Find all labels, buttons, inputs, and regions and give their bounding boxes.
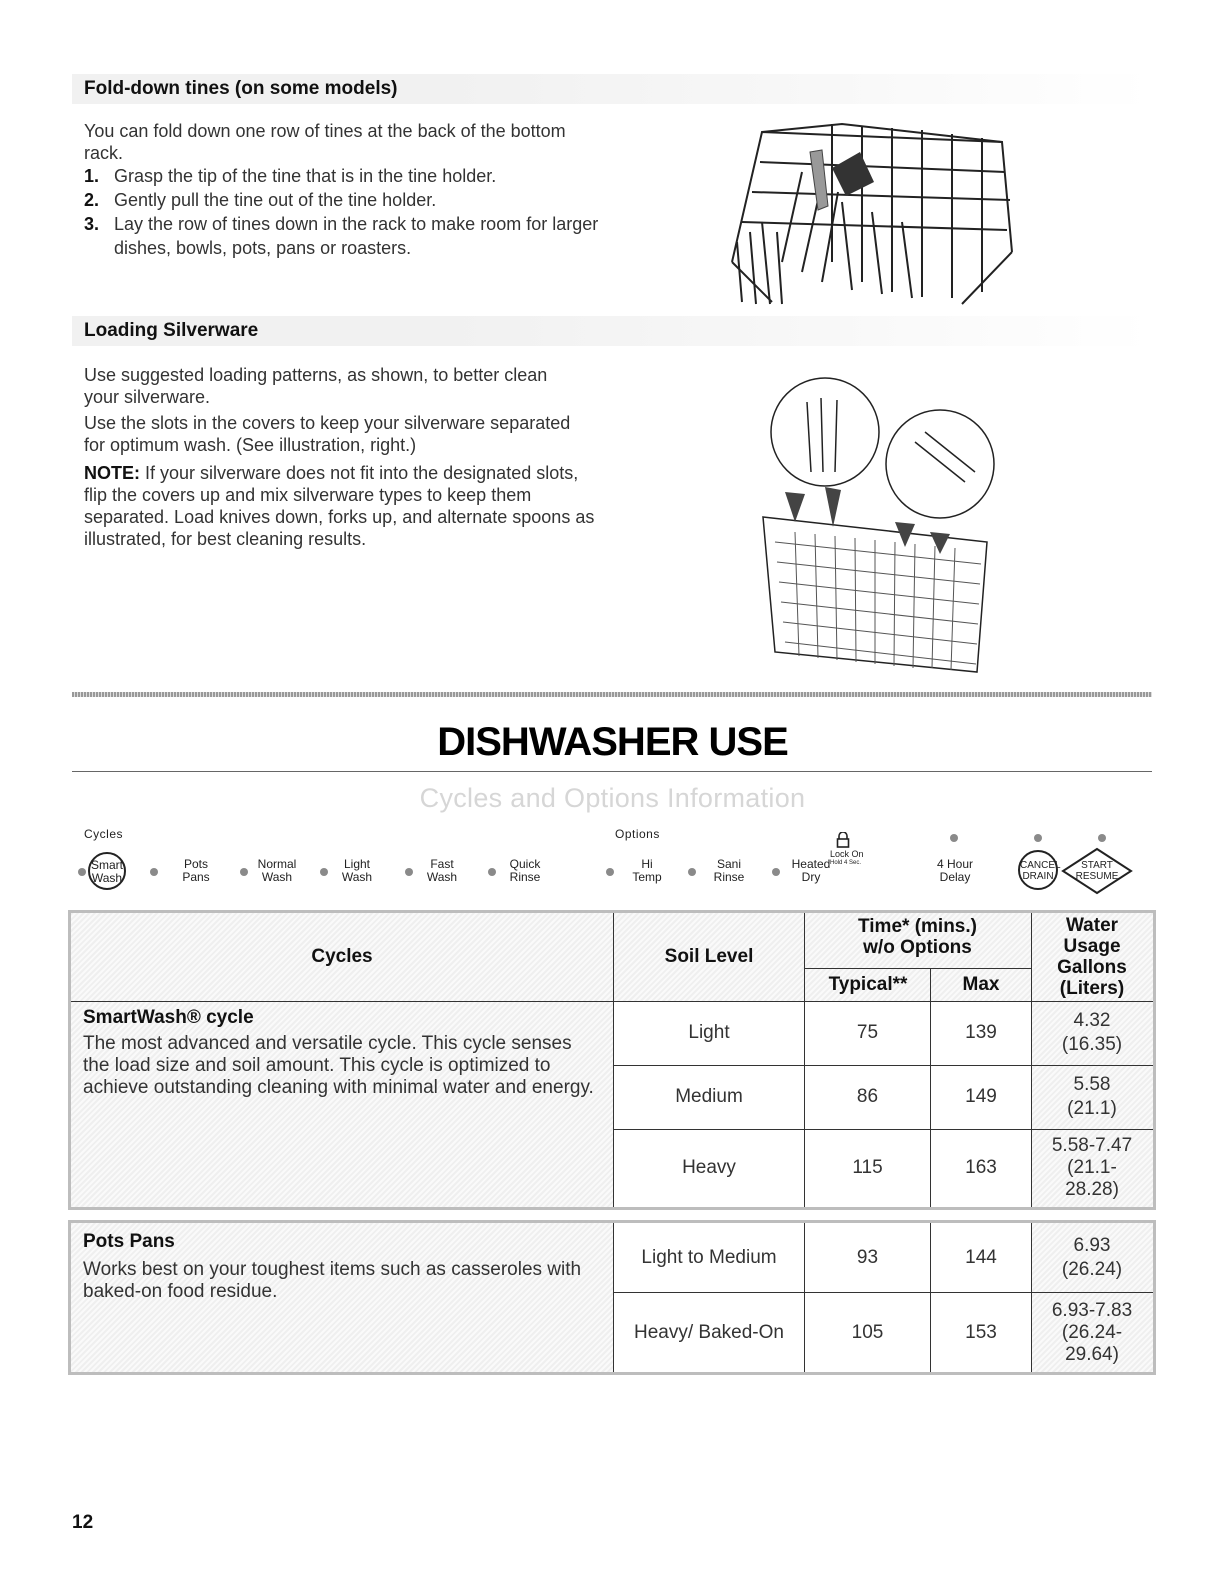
header-max: Max [962, 974, 1000, 995]
max-cell: 144 [965, 1246, 997, 1268]
water-gallons: 5.58 [1073, 1074, 1111, 1095]
typical-cell: 115 [852, 1157, 883, 1178]
button-label-2: Wash [426, 870, 458, 884]
soil-level-cell: Light [688, 1022, 730, 1043]
cycles-label: Cycles [84, 827, 124, 841]
header-time-line-1: Time* (mins.) [858, 916, 977, 937]
button-label-1: Pots [183, 857, 208, 871]
button-label-2: Temp [632, 870, 662, 884]
water-cell [1031, 1001, 1153, 1065]
silverware-heading-bar [72, 316, 1152, 346]
indicator-light [606, 868, 614, 876]
water-gallons: 4.32 [1073, 1010, 1111, 1031]
typical-cell: 105 [851, 1321, 884, 1343]
options-label: Options [615, 827, 660, 841]
max-cell: 163 [965, 1157, 997, 1178]
fast-wash-button[interactable] [409, 858, 475, 884]
header-water-line-4: (Liters) [1059, 978, 1125, 999]
step-text: Lay the row of tines down in the rack to make room for larger dishes, bowls, pots, pans or roasters. [114, 214, 599, 258]
water-liters-cont: 28.28) [1065, 1179, 1119, 1200]
hi-temp-button[interactable] [614, 858, 680, 884]
water-liters: (21.1- [1067, 1157, 1117, 1178]
button-label-2: Dry [801, 870, 821, 884]
indicator-light [1034, 834, 1042, 842]
header-water-line-2: Usage [1063, 936, 1121, 957]
max-cell: 153 [965, 1321, 997, 1343]
silverware-basket-illustration [755, 372, 1005, 682]
page-number: 12 [72, 1512, 94, 1533]
water-cell [1031, 1293, 1153, 1372]
water-liters-cont: 29.64) [1065, 1343, 1119, 1365]
silverware-note [84, 462, 604, 550]
fold-down-steps [84, 164, 624, 260]
pots-pans-button[interactable] [163, 858, 229, 884]
button-label-1: Heated [791, 857, 831, 871]
soil-level-cell: Light to Medium [641, 1246, 777, 1268]
typical-cell: 75 [856, 1022, 879, 1043]
cancel-drain-button[interactable] [1018, 850, 1061, 890]
step-number: 3. [84, 214, 100, 234]
header-cycles: Cycles [311, 946, 373, 967]
quick-rinse-button[interactable] [492, 858, 558, 884]
header-time-group [805, 915, 1030, 959]
silverware-paragraph-1: Use suggested loading patterns, as shown, to better clean your silverware. [84, 365, 548, 407]
smart-wash-label-1: Smart [90, 858, 123, 872]
button-label-1: Fast [430, 857, 454, 871]
typical-cell: 86 [856, 1086, 879, 1107]
delay-button[interactable] [922, 858, 988, 884]
cycle-title: SmartWash® cycle [83, 1007, 254, 1028]
step-text: Grasp the tip of the tine that is in the tine holder. [114, 166, 497, 186]
header-water-usage [1031, 913, 1153, 1001]
list-item [84, 212, 624, 260]
button-label-2: Pans [182, 870, 210, 884]
header-time-line-2: w/o Options [863, 937, 972, 958]
water-liters: (26.24- [1061, 1321, 1123, 1343]
button-label-2: Wash [341, 870, 373, 884]
normal-wash-button[interactable] [244, 858, 310, 884]
rack-tines-illustration [722, 112, 1022, 308]
indicator-light [78, 868, 86, 876]
cycle-description: Works best on your toughest items such as casseroles with baked-on food residue. [83, 1259, 582, 1302]
water-cell [1031, 1065, 1153, 1129]
soil-level-cell: Medium [675, 1086, 743, 1107]
button-label-1: 4 Hour [936, 857, 974, 871]
header-water-line-1: Water [1065, 915, 1119, 936]
lock-on-label: Lock On [830, 849, 864, 859]
step-number: 2. [84, 190, 100, 210]
button-label-1: START [1081, 860, 1113, 871]
max-cell: 139 [965, 1022, 997, 1043]
light-wash-button[interactable] [324, 858, 390, 884]
button-label-2: Rinse [713, 870, 745, 884]
button-label-1: Light [343, 857, 371, 871]
lock-icon [836, 832, 850, 848]
indicator-light [150, 868, 158, 876]
button-label-2: Rinse [509, 870, 541, 884]
header-water-line-3: Gallons [1057, 957, 1127, 978]
silverware-paragraph-2: Use the slots in the covers to keep your silverware separated for optimum wash. (See illustration, right.) [84, 413, 571, 455]
cycles-table-pots-pans [68, 1220, 1156, 1375]
title-rule [72, 771, 1152, 772]
section-divider [72, 692, 1152, 697]
water-cell [1031, 1129, 1153, 1207]
cycle-description: The most advanced and versatile cycle. This cycle senses the load size and soil amount. This cycle is optimized to achieve outstanding cleaning with minimal water and energy. [83, 1033, 594, 1098]
header-typical: Typical** [828, 974, 908, 995]
grid-line [805, 968, 1031, 969]
silverware-heading: Loading Silverware [84, 320, 259, 341]
button-label-2: DRAIN [1022, 871, 1054, 882]
water-liters: (16.35) [1061, 1034, 1123, 1055]
note-label: NOTE: [84, 463, 140, 483]
water-liters: (21.1) [1067, 1098, 1117, 1119]
indicator-light [950, 834, 958, 842]
smart-wash-label-2: Wash [91, 871, 123, 885]
typical-cell: 93 [856, 1246, 879, 1268]
list-item [84, 164, 624, 188]
sani-rinse-button[interactable] [696, 858, 762, 884]
fold-down-intro: You can fold down one row of tines at the back of the bottom rack. [84, 121, 566, 163]
step-text: Gently pull the tine out of the tine holder. [114, 190, 437, 210]
indicator-light [688, 868, 696, 876]
page-title: DISHWASHER USE [437, 720, 788, 764]
max-cell: 149 [965, 1086, 997, 1107]
soil-level-cell: Heavy [682, 1157, 736, 1178]
cycle-desc-bg [71, 1001, 613, 1207]
button-label-2: RESUME [1075, 871, 1119, 882]
hold-seconds-label: Hold 4 Sec. [830, 860, 862, 866]
indicator-light [1098, 834, 1106, 842]
button-label-1: Hi [641, 857, 653, 871]
button-label-1: Sani [716, 857, 742, 871]
fold-down-heading: Fold-down tines (on some models) [84, 78, 398, 99]
smart-wash-button[interactable] [88, 852, 126, 890]
water-gallons: 6.93-7.83 [1051, 1299, 1133, 1321]
water-cell [1031, 1223, 1153, 1292]
button-label-1: CANCEL [1020, 860, 1061, 871]
page-subtitle: Cycles and Options Information [419, 783, 806, 813]
button-label-1: Quick [509, 857, 541, 871]
start-resume-button[interactable] [1072, 860, 1122, 882]
fold-down-heading-bar [72, 74, 1152, 104]
cycle-title: Pots Pans [83, 1231, 175, 1252]
water-gallons: 5.58-7.47 [1051, 1135, 1133, 1156]
soil-level-cell: Heavy/ Baked-On [634, 1321, 784, 1343]
water-liters: (26.24) [1061, 1258, 1123, 1280]
header-soil-level: Soil Level [664, 946, 754, 967]
cycles-table-smartwash [68, 910, 1156, 1210]
water-gallons: 6.93 [1073, 1234, 1111, 1256]
button-label-1: Normal [257, 857, 297, 871]
step-number: 1. [84, 166, 100, 186]
list-item [84, 188, 624, 212]
button-label-2: Delay [939, 870, 971, 884]
note-text: If your silverware does not fit into the designated slots, flip the covers up and mix silverware types to keep them separated. Load knives down, forks up, and alternate spoons as illustrated, for best cleaning results. [84, 463, 595, 549]
button-label-2: Wash [261, 870, 293, 884]
